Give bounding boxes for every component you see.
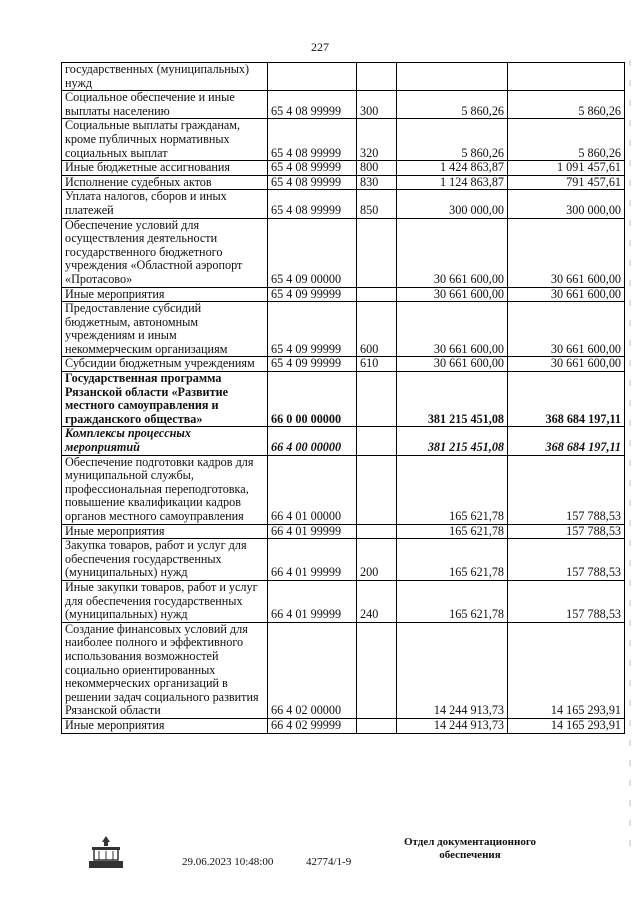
row-value-cell: 300 000,00: [508, 190, 625, 218]
table-row: [62, 91, 625, 119]
row-code-cell: 65 4 09 99999: [268, 287, 357, 302]
row-name-cell: Социальные выплаты гражданам, кроме публичных нормативных социальных выплат: [62, 119, 268, 161]
row-value-cell: 381 215 451,08: [397, 372, 508, 427]
row-name-cell: Иные мероприятия: [62, 524, 268, 539]
table-row: [62, 580, 625, 622]
row-value-cell: 157 788,53: [508, 539, 625, 581]
row-value-cell: 381 215 451,08: [397, 427, 508, 455]
table-row: [62, 539, 625, 581]
row-type-cell: [357, 718, 397, 733]
row-type-cell: 850: [357, 190, 397, 218]
row-value-cell: 30 661 600,00: [397, 302, 508, 357]
footer-document-number: 42774/1-9: [306, 856, 352, 868]
row-value-cell: [397, 63, 508, 91]
row-name-cell: Иные мероприятия: [62, 287, 268, 302]
row-value-cell: 14 244 913,73: [397, 718, 508, 733]
row-value-cell: 5 860,26: [397, 119, 508, 161]
row-type-cell: 240: [357, 580, 397, 622]
row-name-cell: Исполнение судебных актов: [62, 175, 268, 190]
row-code-cell: 65 4 08 99999: [268, 119, 357, 161]
table-row: [62, 218, 625, 287]
row-value-cell: 14 165 293,91: [508, 622, 625, 718]
row-value-cell: 5 860,26: [508, 91, 625, 119]
row-value-cell: [508, 63, 625, 91]
row-value-cell: 30 661 600,00: [508, 302, 625, 357]
row-name-cell: Обеспечение условий для осуществления деятельности государственного бюджетного учреждения «Областной аэропорт «Протасово»: [62, 218, 268, 287]
row-name-cell: Уплата налогов, сборов и иных платежей: [62, 190, 268, 218]
row-code-cell: 65 4 08 99999: [268, 91, 357, 119]
table-row: [62, 524, 625, 539]
row-code-cell: 65 4 09 00000: [268, 218, 357, 287]
table-row: [62, 455, 625, 524]
footer-timestamp: 29.06.2023 10:48:00: [182, 856, 274, 868]
row-value-cell: 368 684 197,11: [508, 372, 625, 427]
row-value-cell: 157 788,53: [508, 524, 625, 539]
row-name-cell: государственных (муниципальных) нужд: [62, 63, 268, 91]
row-type-cell: 200: [357, 539, 397, 581]
row-type-cell: 320: [357, 119, 397, 161]
row-code-cell: 66 4 01 00000: [268, 455, 357, 524]
row-type-cell: 830: [357, 175, 397, 190]
row-name-cell: Иные бюджетные ассигнования: [62, 161, 268, 176]
row-value-cell: 368 684 197,11: [508, 427, 625, 455]
row-value-cell: 157 788,53: [508, 580, 625, 622]
row-type-cell: [357, 524, 397, 539]
row-code-cell: 65 4 08 99999: [268, 175, 357, 190]
emblem-logo: [86, 834, 126, 870]
table-row: [62, 718, 625, 733]
scan-edge-mark: [628, 60, 632, 850]
row-type-cell: 800: [357, 161, 397, 176]
table-row: [62, 427, 625, 455]
row-code-cell: 66 0 00 00000: [268, 372, 357, 427]
row-type-cell: 300: [357, 91, 397, 119]
row-code-cell: 65 4 08 99999: [268, 190, 357, 218]
row-value-cell: 30 661 600,00: [508, 287, 625, 302]
row-value-cell: 791 457,61: [508, 175, 625, 190]
row-value-cell: 165 621,78: [397, 539, 508, 581]
row-code-cell: 65 4 09 99999: [268, 357, 357, 372]
row-code-cell: 66 4 00 00000: [268, 427, 357, 455]
row-code-cell: 65 4 09 99999: [268, 302, 357, 357]
row-code-cell: 66 4 01 99999: [268, 524, 357, 539]
table-row: [62, 175, 625, 190]
row-type-cell: [357, 218, 397, 287]
row-type-cell: [357, 372, 397, 427]
row-value-cell: 14 165 293,91: [508, 718, 625, 733]
row-type-cell: [357, 622, 397, 718]
row-name-cell: Обеспечение подготовки кадров для муниципальной службы, профессиональная переподготовка, повышение квалификации кадров органов местного самоуправления: [62, 455, 268, 524]
row-name-cell: Иные мероприятия: [62, 718, 268, 733]
budget-table: [61, 62, 625, 734]
table-row: [62, 63, 625, 91]
row-code-cell: 66 4 02 99999: [268, 718, 357, 733]
row-code-cell: 66 4 01 99999: [268, 539, 357, 581]
row-name-cell: Закупка товаров, работ и услуг для обеспечения государственных (муниципальных) нужд: [62, 539, 268, 581]
row-value-cell: 14 244 913,73: [397, 622, 508, 718]
footer-department: Отдел документационного обеспечения: [403, 836, 537, 861]
row-value-cell: 30 661 600,00: [397, 287, 508, 302]
row-name-cell: Иные закупки товаров, работ и услуг для обеспечения государственных (муниципальных) нужд: [62, 580, 268, 622]
row-value-cell: 165 621,78: [397, 580, 508, 622]
row-value-cell: 30 661 600,00: [397, 357, 508, 372]
row-value-cell: 1 091 457,61: [508, 161, 625, 176]
table-row: [62, 357, 625, 372]
table-row: [62, 302, 625, 357]
row-type-cell: [357, 455, 397, 524]
table-row: [62, 287, 625, 302]
table-row: [62, 190, 625, 218]
page-number: 227: [311, 40, 329, 54]
table-row: [62, 622, 625, 718]
row-value-cell: 30 661 600,00: [508, 357, 625, 372]
row-type-cell: [357, 427, 397, 455]
row-type-cell: [357, 63, 397, 91]
table-row: [62, 372, 625, 427]
row-value-cell: 30 661 600,00: [508, 218, 625, 287]
row-name-cell: Субсидии бюджетным учреждениям: [62, 357, 268, 372]
row-value-cell: 1 424 863,87: [397, 161, 508, 176]
row-value-cell: 165 621,78: [397, 455, 508, 524]
row-code-cell: 65 4 08 99999: [268, 161, 357, 176]
row-value-cell: 300 000,00: [397, 190, 508, 218]
table-row: [62, 161, 625, 176]
row-value-cell: 157 788,53: [508, 455, 625, 524]
row-name-cell: Создание финансовых условий для наиболее полного и эффективного использования возможностей социально ориентированных некоммерческих организаций в решении задач социального развития Рязанской области: [62, 622, 268, 718]
row-value-cell: 5 860,26: [508, 119, 625, 161]
row-type-cell: 600: [357, 302, 397, 357]
row-name-cell: Государственная программа Рязанской области «Развитие местного самоуправления и гражданского общества»: [62, 372, 268, 427]
row-name-cell: Предоставление субсидий бюджетным, автономным учреждениям и иным некоммерческим организациям: [62, 302, 268, 357]
row-name-cell: Социальное обеспечение и иные выплаты населению: [62, 91, 268, 119]
row-code-cell: 66 4 01 99999: [268, 580, 357, 622]
row-name-cell: Комплексы процессных мероприятий: [62, 427, 268, 455]
row-type-cell: [357, 287, 397, 302]
row-value-cell: 165 621,78: [397, 524, 508, 539]
row-code-cell: 66 4 02 00000: [268, 622, 357, 718]
row-value-cell: 1 124 863,87: [397, 175, 508, 190]
row-code-cell: [268, 63, 357, 91]
table-row: [62, 119, 625, 161]
row-value-cell: 30 661 600,00: [397, 218, 508, 287]
row-type-cell: 610: [357, 357, 397, 372]
row-value-cell: 5 860,26: [397, 91, 508, 119]
